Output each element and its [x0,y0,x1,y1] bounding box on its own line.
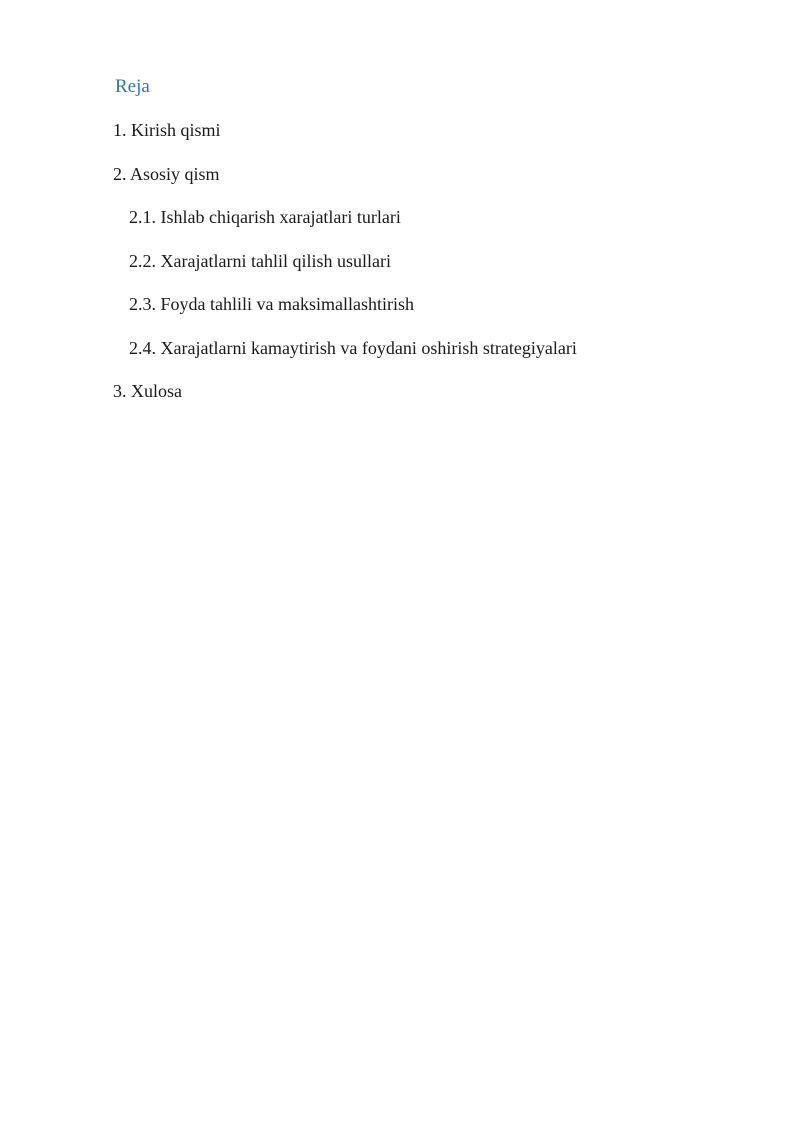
toc-item-xulosa: 3. Xulosa [113,381,182,401]
toc-subitem-2-3: 2.3. Foyda tahlili va maksimallashtirish [129,294,414,314]
toc-subitem-2-2: 2.2. Xarajatlarni tahlil qilish usullari [129,250,391,271]
table-of-contents [0,117,800,422]
toc-item-asosiy: 2. Asosiy qism [113,163,220,184]
toc-item-kirish: 1. Kirish qismi [113,120,221,140]
toc-subitem-2-4: 2.4. Xarajatlarni kamaytirish va foydani oshirish strategiyalari [129,337,577,358]
page-title: Reja [115,76,150,97]
toc-subitem-2-1: 2.1. Ishlab chiqarish xarajatlari turlari [129,207,401,227]
